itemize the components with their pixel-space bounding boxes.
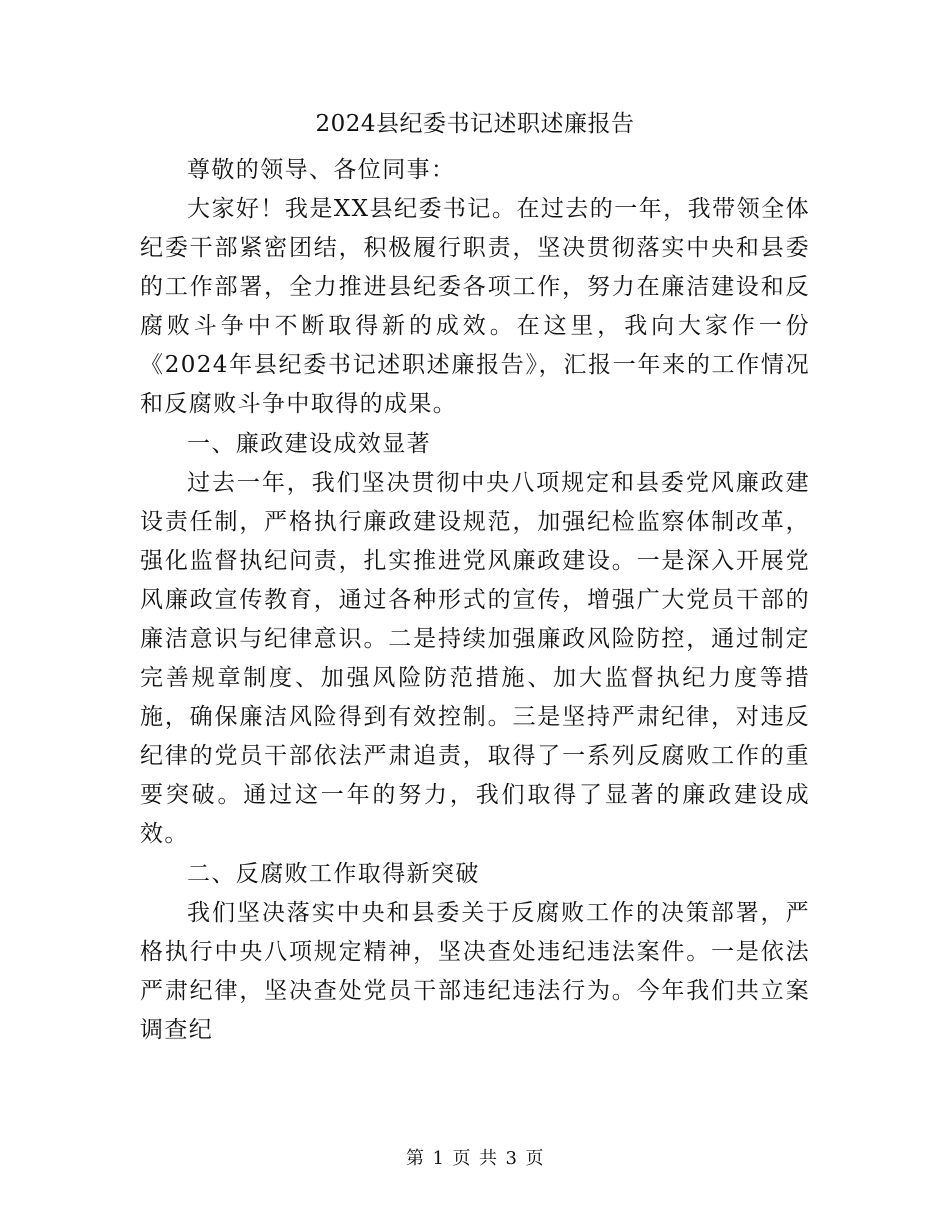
footer-label-unit-end: 页 bbox=[525, 1148, 544, 1169]
document-body bbox=[140, 151, 810, 1050]
section-paragraph-2: 我们坚决落实中央和县委关于反腐败工作的决策部署，严格执行中央八项规定精神，坚决查处违纪违法案件。一是依法严肃纪律，坚决查处党员干部违纪违法行为。今年我们共立案调查纪 bbox=[140, 899, 810, 1043]
footer-total-pages: 3 bbox=[505, 1148, 518, 1169]
document-title: 2024县纪委书记述职述廉报告 bbox=[315, 111, 635, 137]
section-paragraph-1: 过去一年，我们坚决贯彻中央八项规定和县委党风廉政建设责任制，严格执行廉政建设规范，加强纪检监察体制改革，强化监督执纪问责，扎实推进党风廉政建设。一是深入开展党风廉政宣传教育，通过各种形式的宣传，增强广大党员干部的廉洁意识与纪律意识。二是持续加强廉政风险防控，通过制定完善规章制度、加强风险防范措施、加大监督执纪力度等措施，确保廉洁风险得到有效控制。三是坚持严肃纪律，对违反纪律的党员干部依法严肃追责，取得了一系列反腐败工作的重要突破。通过这一年的努力，我们取得了显著的廉政建设成效。 bbox=[140, 470, 810, 848]
footer-label-total: 共 bbox=[479, 1148, 498, 1169]
footer-current-page: 1 bbox=[432, 1148, 445, 1169]
salutation-paragraph: 尊敬的领导、各位同事： bbox=[187, 157, 456, 183]
section-heading-2: 二、反腐败工作取得新突破 bbox=[187, 860, 480, 887]
section-heading-1: 一、廉政建设成效显著 bbox=[187, 430, 431, 457]
page-footer bbox=[0, 1144, 950, 1174]
intro-paragraph: 大家好！我是XX县纪委书记。在过去的一年，我带领全体纪委干部紧密团结，积极履行职责，坚决贯彻落实中央和县委的工作部署，全力推进县纪委各项工作，努力在廉洁建设和反腐败斗争中不断取得新的成效。在这里，我向大家作一份《2024年县纪委书记述职述廉报告》，汇报一年来的工作情况和反腐败斗争中取得的成果。 bbox=[140, 196, 810, 418]
footer-label-unit: 页 bbox=[452, 1148, 471, 1169]
footer-label-page: 第 bbox=[406, 1148, 425, 1169]
